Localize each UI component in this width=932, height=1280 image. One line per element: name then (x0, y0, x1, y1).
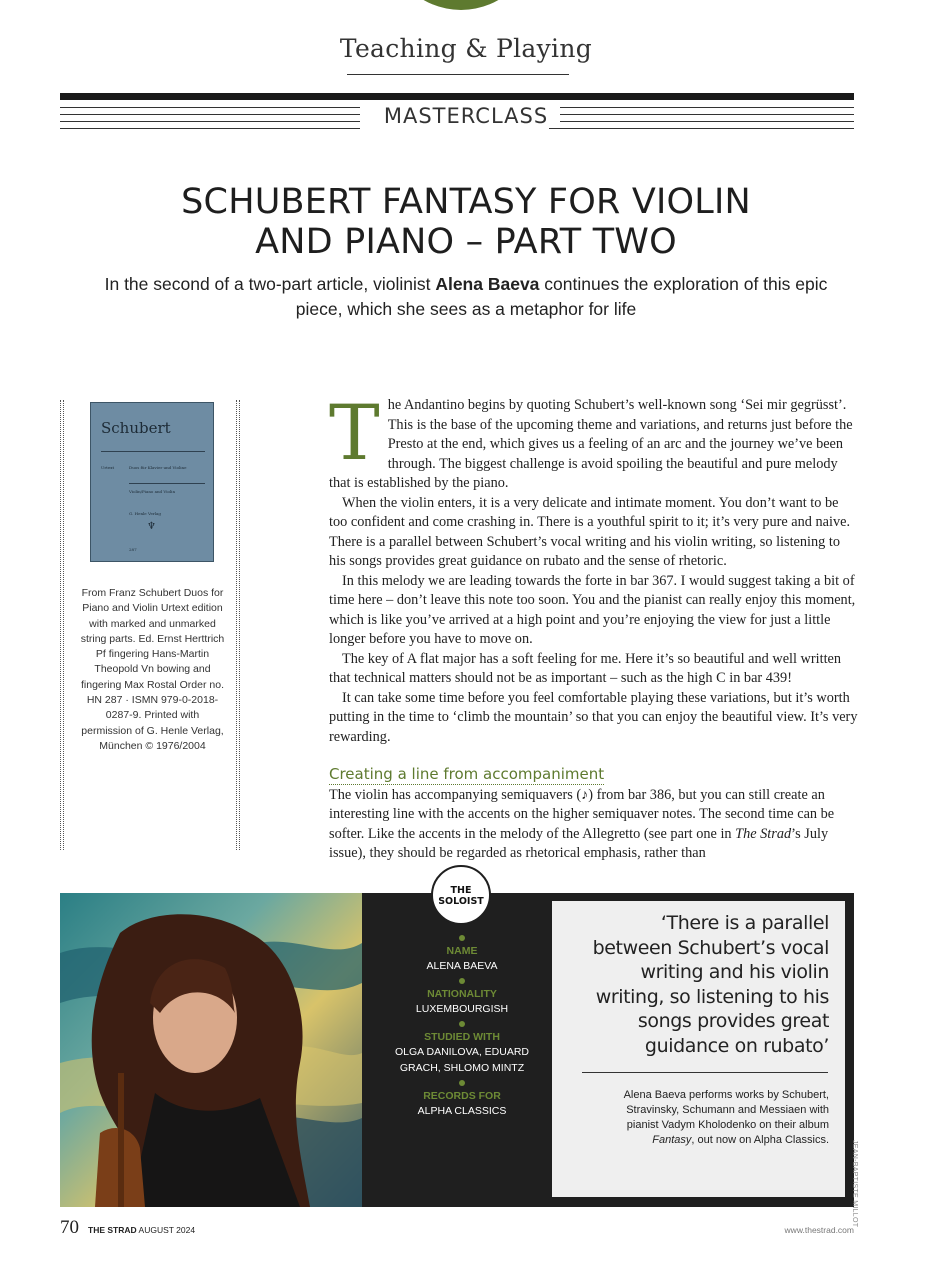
footer-url: www.thestrad.com (784, 1225, 854, 1235)
fact-item: STUDIED WITH OLGA DANILOVA, EDUARD GRACH, SHLOMO MINTZ (382, 1021, 542, 1076)
paragraph: In this melody we are leading towards the forte in bar 367. I would suggest taking a bit of time here – don’t leave this note too soon. You and the pianist can really enjoy this moment, which is like you’ve arrived at a high point and you’re enjoying the view for just a little longer before you have to move on. (329, 572, 856, 647)
department-label: MASTERCLASS (0, 104, 932, 128)
section-emblem (386, 0, 536, 10)
author-name: Alena Baeva (435, 274, 540, 294)
soloist-facts (382, 935, 542, 1123)
book-cover-image: Schubert Urtext Duos für Klavier und Violine Violin/Piano and Violin G. Henle Verlag ♆ 287 (90, 402, 214, 562)
header-rule (60, 93, 854, 100)
album-note: Alena Baeva performs works by Schubert, Stravinsky, Schumann and Messiaen with pianist Vadym Kholodenko on their album Fantasy, out now on Alpha Classics. (623, 1089, 829, 1146)
section-underline (347, 74, 569, 75)
fact-item: NATIONALITY LUXEMBOURGISH (382, 978, 542, 1017)
fact-item: NAME ALENA BAEVA (382, 935, 542, 974)
quote-divider (582, 1072, 828, 1073)
pull-quote: ‘There is a parallel between Schubert’s vocal writing and his violin writing, so listening to his songs provides great guidance on rubato’ (592, 912, 829, 1057)
footer-magazine: THE STRAD AUGUST 2024 (88, 1225, 196, 1235)
henle-logo-icon: ♆ (147, 521, 156, 532)
paragraph: It can take some time before you feel comfortable playing these variations, but it’s worth putting in the time to ‘climb the mountain’ so that you can enjoy the beautiful view. It’s very rewarding. (329, 689, 858, 745)
book-composer: Schubert (101, 419, 171, 437)
article-title: SCHUBERT FANTASY FOR VIOLIN AND PIANO – PART TWO (181, 182, 751, 262)
semiquaver-icon: ♪ (581, 786, 589, 803)
photo-credit: JEAN-BAPTISTE MILLOT (851, 1140, 858, 1228)
sidebar-border-left (60, 400, 64, 850)
soloist-photo (60, 893, 362, 1207)
paragraph: The key of A flat major has a soft feeling for me. Here it’s so beautiful and well written that technical matters should not be as important – such as the high C in bar 439! (329, 650, 842, 686)
standfirst: In the second of a two-part article, violinist Alena Baeva continues the exploration of this epic piece, which she sees as a metaphor for life (104, 274, 828, 319)
subheading: Creating a line from accompaniment (329, 765, 605, 783)
fact-item: RECORDS FOR ALPHA CLASSICS (382, 1080, 542, 1119)
paragraph: The violin has accompanying semiquavers (♪) from bar 386, but you can still create an interesting line with the accents on the higher semiquaver notes. The second time can be softer. Like the accents in the melody of the Allegretto (see part one in The Strad’s July issue), they should be regarded as rhetorical emphasis, rather than (329, 786, 835, 861)
paragraph: When the violin enters, it is a very delicate and intimate moment. You don’t want to be too confident and come crashing in. There is a youthful spirit to it; it’s very pure and naive. There is a parallel between Schubert’s vocal writing and his violin writing, so listening to his songs provides great guidance on rubato and the sense of rhetoric. (329, 494, 851, 569)
soloist-badge: THE SOLOIST (431, 865, 491, 925)
section-title: Teaching & Playing (339, 34, 593, 63)
drop-cap: T (329, 388, 380, 477)
book-caption: From Franz Schubert Duos for Piano and Violin Urtext edition with marked and unmarked string parts. Ed. Ernst Herttrich Pf fingering Hans-Martin Theopold Vn bowing and fingering Max Rostal Order no. HN 287 · ISMN 979-0-2018-0287-9. Printed with permission of G. Henle Verlag, München © 1976/2004 (80, 587, 225, 752)
pull-quote-box (552, 901, 845, 1197)
article-body: The Andantino begins by quoting Schubert’s well-known song ‘Sei mir gegrüsst’. This is the base of the upcoming theme and variations, and returns just before the Presto at the end, which gives us a feeling of an arc and the journey we’ve been through. The biggest challenge is avoid spoiling the beautiful and pure melody that is established by the piano. When the violin enters, it is a very delicate and intimate moment. You don’t want to be too confident and come crashing in. There is a youthful spirit to it; it’s very pure and naive. There is a parallel between Schubert’s vocal writing and his violin writing, so listening to his songs provides great guidance on rubato and the sense of rhetoric. In this melody we are leading towards the forte in bar 367. I would suggest taking a bit of time here – don’t leave this note too soon. You and the pianist can really enjoy this moment, which is like you’ve arrived at a high point and you’re enjoying the view for just a little longer before you have to move on. The key of A flat major has a soft feeling for me. Here it’s so beautiful and well written that technical matters should not be as important – such as the high C in bar 439! It can take some time before you feel comfortable playing these variations, but it’s worth putting in the time to ‘climb the mountain’ so that you can enjoy the beautiful view. It’s very rewarding. Creating a line from accompaniment The violin has accompanying semiquavers (♪) from bar 386, but you can still create an interesting line with the accents on the higher semiquaver notes. The second time can be softer. Like the accents in the melody of the Allegretto (see part one in The Strad’s July issue), they should be regarded as rhetorical emphasis, rather than (329, 396, 859, 864)
page-number: 70 (60, 1217, 79, 1238)
sidebar-border-right (236, 400, 240, 850)
